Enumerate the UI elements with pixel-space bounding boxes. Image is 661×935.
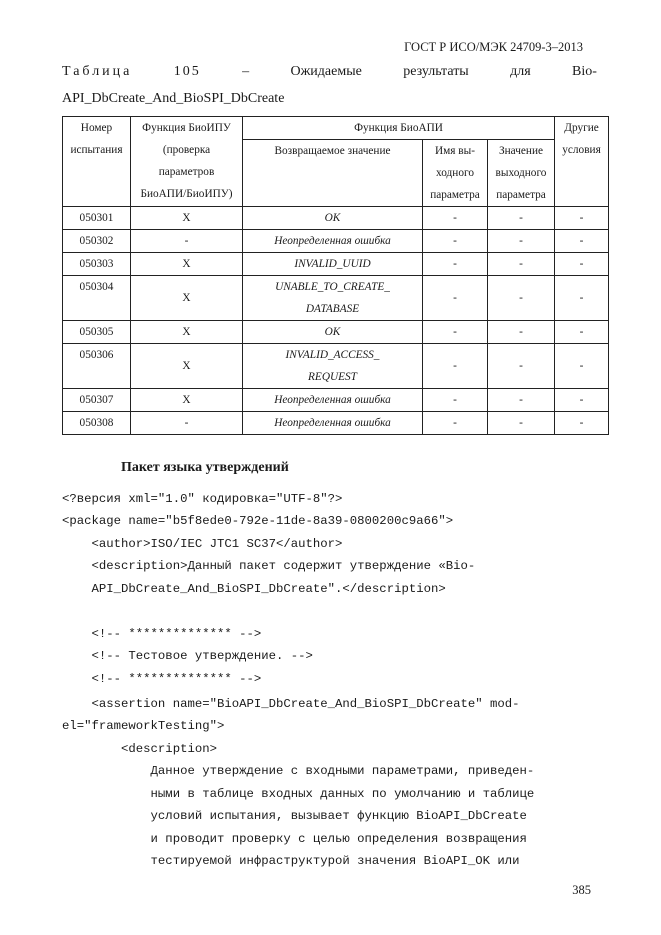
param-value: - (488, 230, 555, 253)
param-value: - (488, 253, 555, 276)
header-test-number: Номер испытания (63, 117, 131, 207)
table-caption-line-2: API_DbCreate_And_BioSPI_DbCreate (62, 91, 285, 106)
other-conditions: - (555, 412, 609, 435)
caption-word: для (510, 64, 531, 79)
other-conditions: - (555, 230, 609, 253)
test-number: 050307 (63, 389, 131, 412)
biospi-check: - (131, 412, 243, 435)
header-return-value: Возвращаемое значение (243, 140, 423, 207)
return-value: OK (243, 207, 423, 230)
table-row (63, 389, 609, 412)
test-number: 050306 (63, 344, 131, 389)
param-name: - (423, 276, 488, 321)
code-line: условий испытания, вызывает функцию BioAPI_DbCreate (62, 809, 527, 823)
table-row (63, 230, 609, 253)
biospi-check: - (131, 230, 243, 253)
caption-word: Ожидаемые (290, 64, 362, 79)
other-conditions: - (555, 276, 609, 321)
document-header: ГОСТ Р ИСО/МЭК 24709-3–2013 (404, 40, 583, 54)
caption-word: – (242, 64, 250, 79)
code-line: тестируемой инфраструктурой значения BioAPI_OK или (62, 854, 520, 868)
test-number: 050305 (63, 321, 131, 344)
code-line: <assertion name="BioAPI_DbCreate_And_BioSPI_DbCreate" mod- (62, 697, 520, 711)
biospi-check: X (131, 321, 243, 344)
header-bioapi-function: Функция БиоАПИ (243, 117, 555, 140)
code-line: API_DbCreate_And_BioSPI_DbCreate".</description> (62, 582, 446, 596)
code-line: <!-- ************** --> (62, 672, 262, 686)
table-row (63, 344, 609, 389)
param-value: - (488, 321, 555, 344)
page-number: 385 (572, 883, 591, 897)
return-value: Неопределенная ошибка (243, 412, 423, 435)
caption-word: Таблица (62, 64, 133, 79)
param-name: - (423, 230, 488, 253)
other-conditions: - (555, 389, 609, 412)
return-value: UNABLE_TO_CREATE_ DATABASE (243, 276, 423, 321)
other-conditions: - (555, 207, 609, 230)
return-value: INVALID_ACCESS_ REQUEST (243, 344, 423, 389)
header-output-param-name: Имя вы- ходного параметра (423, 140, 488, 207)
param-name: - (423, 344, 488, 389)
code-line: <description> (62, 742, 217, 756)
code-line: <?версия xml="1.0" кодировка="UTF-8"?> (62, 492, 343, 506)
param-value: - (488, 344, 555, 389)
param-name: - (423, 412, 488, 435)
table-row (63, 412, 609, 435)
code-line: Данное утверждение с входными параметрами, приведен- (62, 764, 535, 778)
biospi-check: X (131, 276, 243, 321)
code-line: el="frameworkTesting"> (62, 719, 225, 733)
test-number: 050304 (63, 276, 131, 321)
code-line: и проводит проверку с целью определения возвращения (62, 832, 527, 846)
param-name: - (423, 253, 488, 276)
code-line: <author>ISO/IEC JTC1 SC37</author> (62, 537, 343, 551)
test-number: 050308 (63, 412, 131, 435)
table-row (63, 207, 609, 230)
biospi-check: X (131, 344, 243, 389)
return-value: OK (243, 321, 423, 344)
other-conditions: - (555, 344, 609, 389)
caption-word: 105 (173, 64, 201, 79)
header-output-param-value: Значение выходного параметра (488, 140, 555, 207)
param-name: - (423, 321, 488, 344)
section-title: Пакет языка утверждений (121, 460, 289, 475)
param-value: - (488, 276, 555, 321)
caption-word: Bio- (572, 64, 597, 79)
param-value: - (488, 207, 555, 230)
other-conditions: - (555, 321, 609, 344)
table-row (63, 276, 609, 321)
param-name: - (423, 389, 488, 412)
biospi-check: X (131, 389, 243, 412)
caption-word: результаты (403, 64, 469, 79)
return-value: INVALID_UUID (243, 253, 423, 276)
param-value: - (488, 412, 555, 435)
param-value: - (488, 389, 555, 412)
other-conditions: - (555, 253, 609, 276)
header-other-conditions: Другие условия (555, 117, 609, 207)
table-row (63, 253, 609, 276)
test-number: 050302 (63, 230, 131, 253)
code-line: ными в таблице входных данных по умолчанию и таблице (62, 787, 535, 801)
code-line: <description>Данный пакет содержит утверждение «Bio- (62, 559, 476, 573)
return-value: Неопределенная ошибка (243, 230, 423, 253)
biospi-check: X (131, 253, 243, 276)
code-line: <package name="b5f8ede0-792e-11de-8a39-0800200c9a66"> (62, 514, 454, 528)
table-caption-line-1 (62, 64, 597, 80)
param-name: - (423, 207, 488, 230)
table-row (63, 321, 609, 344)
biospi-check: X (131, 207, 243, 230)
test-number: 050303 (63, 253, 131, 276)
header-biospi-function: Функция БиоИПУ (проверка параметров БиоАПИ/БиоИПУ) (131, 117, 243, 207)
test-number: 050301 (63, 207, 131, 230)
expected-results-table (62, 116, 609, 435)
code-line: <!-- Тестовое утверждение. --> (62, 649, 313, 663)
return-value: Неопределенная ошибка (243, 389, 423, 412)
code-line: <!-- ************** --> (62, 627, 262, 641)
